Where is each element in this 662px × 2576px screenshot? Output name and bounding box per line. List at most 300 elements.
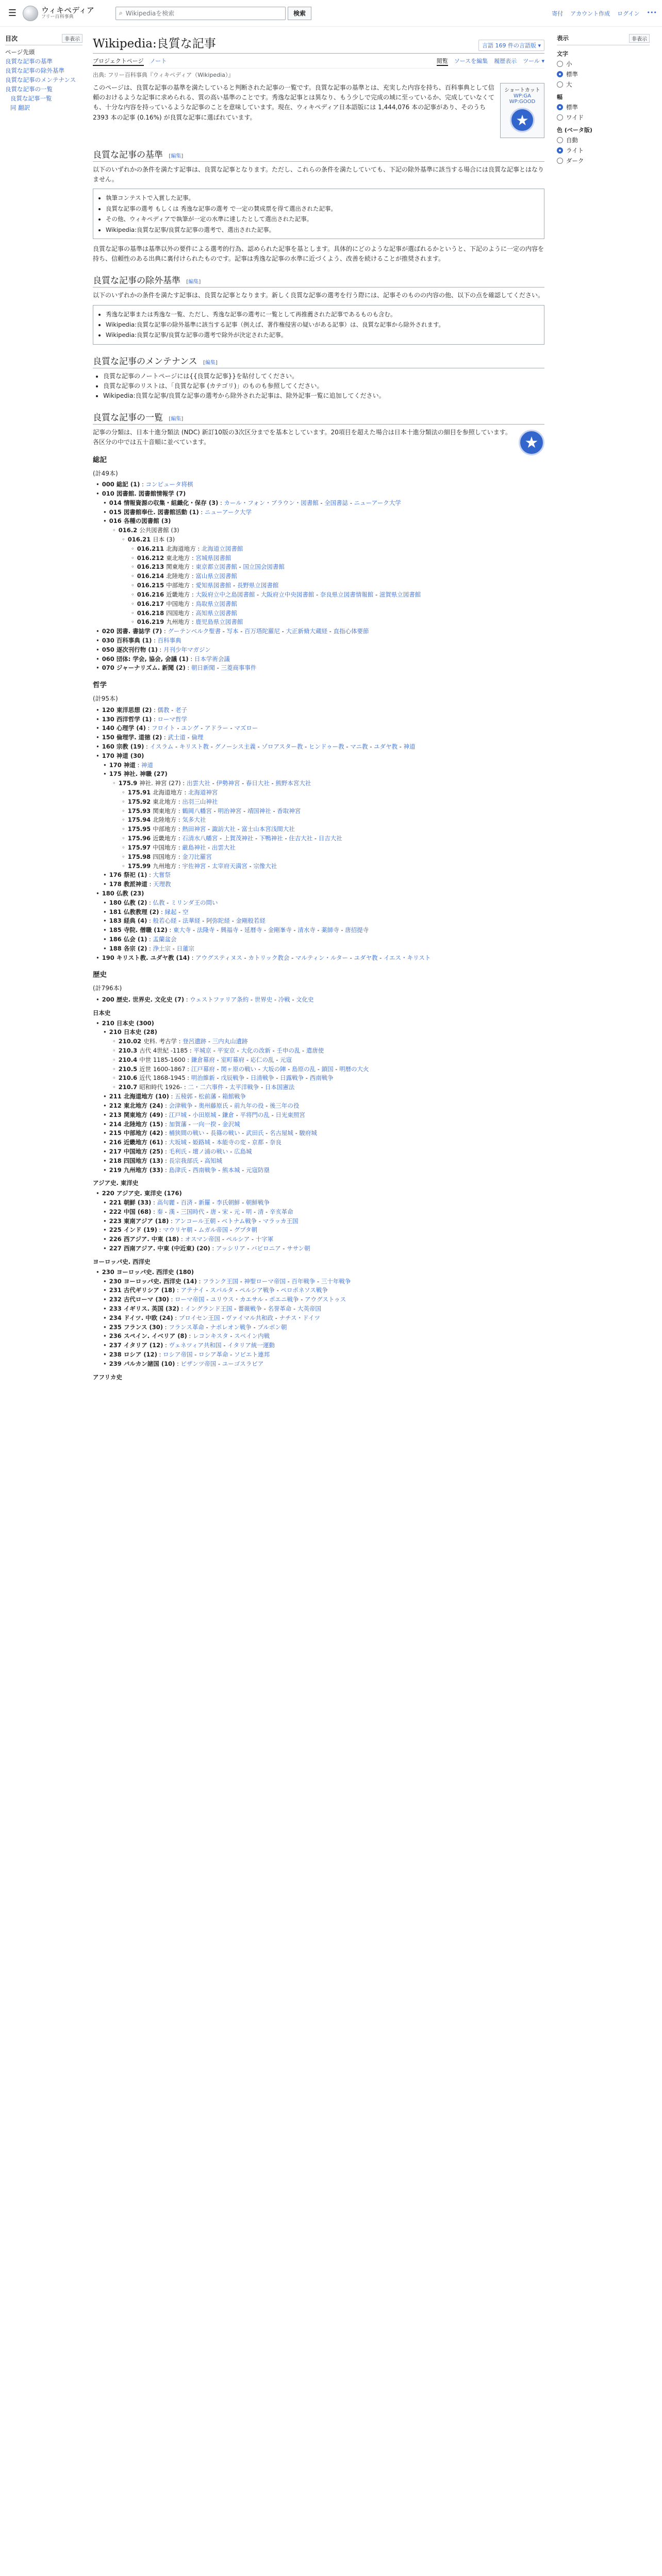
radio-option[interactable] — [557, 113, 650, 122]
article-link[interactable]: 空 — [183, 908, 189, 916]
tab-link[interactable]: 履歴表示 — [494, 58, 517, 64]
article-link[interactable]: 大阪府立中央図書館 — [260, 590, 315, 598]
article-link[interactable]: 金剛峯寺 — [268, 926, 292, 934]
article-link[interactable]: 壇ノ浦の戦い — [192, 1147, 228, 1155]
shortcut-link[interactable]: WP:GOOD — [509, 99, 536, 105]
article-link[interactable]: ヴェネツィア共和国 — [169, 1342, 222, 1349]
article-link[interactable]: 奈良 — [269, 1139, 282, 1146]
article-link[interactable]: 二・二六事件 — [188, 1083, 224, 1091]
article-link[interactable]: 鳥取県立図書館 — [195, 600, 237, 607]
article-link[interactable]: ロシア帝国 — [163, 1351, 193, 1359]
article-link[interactable]: ゾロアスター教 — [261, 742, 303, 750]
article-link[interactable]: 明暦の大火 — [339, 1065, 369, 1073]
article-link[interactable]: 京都 — [252, 1139, 264, 1146]
user-link[interactable]: 寄付 — [552, 10, 564, 17]
article-link[interactable]: 北海道立図書館 — [201, 545, 243, 552]
search-input[interactable] — [115, 7, 286, 20]
article-link[interactable]: 朝日新聞 — [191, 664, 215, 672]
article-link[interactable]: 武田氏 — [245, 1129, 264, 1137]
radio-button[interactable] — [557, 61, 563, 67]
article-links — [165, 908, 189, 916]
article-link[interactable]: グノーシス主義 — [214, 742, 256, 750]
article-link[interactable]: 般若心経 — [153, 917, 177, 925]
article-link[interactable]: 加賀藩 — [169, 1120, 187, 1128]
article-links — [191, 1065, 369, 1073]
article-link[interactable]: 高知県立図書館 — [195, 609, 237, 617]
tree-node — [93, 545, 544, 554]
article-link[interactable]: 辛亥革命 — [269, 1208, 293, 1215]
article-link[interactable]: 元 — [234, 1208, 240, 1215]
article-link[interactable]: 登呂遺跡 — [183, 1038, 207, 1045]
radio-button[interactable] — [557, 137, 563, 143]
article-link[interactable]: 全国書誌 — [324, 499, 349, 506]
article-link[interactable]: イングランド王国 — [185, 1304, 233, 1312]
article-link[interactable]: 気多大社 — [182, 816, 206, 824]
article-link[interactable]: 老子 — [175, 706, 187, 714]
article-link[interactable]: 箱館戦争 — [222, 1093, 246, 1100]
article-link[interactable]: 朝鮮戦争 — [245, 1199, 270, 1207]
article-link[interactable]: ベトナム戦争 — [221, 1217, 257, 1225]
article-link[interactable]: 毛利氏 — [169, 1147, 187, 1155]
article-link[interactable]: 李氏朝鮮 — [216, 1199, 240, 1207]
user-link[interactable]: アカウント作成 — [570, 10, 610, 17]
ndc-number: 185 — [109, 926, 122, 934]
article-link[interactable]: ユリウス・カエサル — [210, 1296, 263, 1303]
article-link[interactable]: 鎌倉幕府 — [191, 1056, 215, 1063]
article-link[interactable]: 本能寺の変 — [216, 1139, 246, 1146]
article-link[interactable]: ユダヤ教 — [354, 954, 378, 961]
article-link[interactable]: 金剛般若経 — [236, 917, 266, 925]
article-link[interactable]: レコンキスタ — [192, 1332, 228, 1340]
ndc-label: アジア史. 東洋史 (176) — [116, 1190, 182, 1197]
category-tree — [93, 455, 544, 1382]
article-link[interactable]: 島津氏 — [169, 1166, 187, 1174]
article-link[interactable]: ナポレオン戦争 — [210, 1323, 252, 1331]
article-link[interactable]: グプタ朝 — [234, 1226, 257, 1234]
article-link[interactable]: 下鴨神社 — [259, 835, 283, 842]
article-link[interactable]: 室町幕府 — [221, 1056, 245, 1063]
article-link[interactable]: 神聖ローマ帝国 — [244, 1277, 286, 1285]
edit-section-link[interactable]: 編集 — [205, 360, 216, 366]
article-link[interactable]: 戊辰戦争 — [221, 1074, 245, 1082]
article-link[interactable]: 小田原城 — [192, 1111, 217, 1118]
article-links — [153, 917, 266, 924]
article-link[interactable]: 三十年戦争 — [321, 1277, 351, 1285]
article-link[interactable]: ユング — [181, 724, 199, 732]
article-link[interactable]: 薬師寺 — [321, 926, 339, 934]
article-link[interactable]: 金刀比羅宮 — [182, 853, 212, 860]
article-link[interactable]: 駿府城 — [299, 1129, 317, 1137]
article-link[interactable]: 五稜郭 — [175, 1093, 193, 1100]
toc-item[interactable]: 良質な記事の除外基準 — [5, 66, 64, 74]
article-link[interactable]: 奈良県立図書情報館 — [320, 590, 374, 598]
article-link[interactable]: 日蓮宗 — [176, 944, 194, 952]
article-link[interactable]: コンピュータ将棋 — [145, 481, 193, 488]
article-link[interactable]: 百済 — [180, 1199, 193, 1207]
article-link[interactable]: アッシリア — [216, 1245, 245, 1252]
ndc-number: 210.3 — [118, 1047, 138, 1055]
article-link[interactable]: 三国時代 — [180, 1208, 205, 1215]
article-link[interactable]: ウェストファリア条約 — [190, 995, 249, 1003]
article-link[interactable]: 伊勢神宮 — [216, 779, 240, 787]
separator: : — [159, 908, 165, 916]
article-link[interactable]: ソビエト連邦 — [234, 1351, 270, 1359]
article-link[interactable]: 儒教 — [157, 706, 170, 714]
article-link[interactable]: 奥州藤原氏 — [198, 1101, 228, 1109]
edit-section-link[interactable]: 編集 — [188, 279, 199, 285]
radio-option[interactable] — [557, 103, 650, 111]
ndc-number: 211 — [109, 1093, 122, 1100]
wikipedia-logo[interactable] — [23, 6, 110, 21]
article-link[interactable]: 太宰府天満宮 — [211, 862, 247, 870]
article-link[interactable]: 盂蘭盆会 — [153, 936, 177, 943]
tree-node — [93, 581, 544, 590]
article-link[interactable]: 国立国会図書館 — [243, 563, 285, 571]
article-link[interactable]: 富士山本宮浅間大社 — [241, 825, 295, 833]
tree-node — [93, 1268, 544, 1277]
separator: : — [180, 779, 187, 787]
article-link[interactable]: 大正新脩大蔵経 — [286, 628, 327, 635]
article-link[interactable]: マウリヤ朝 — [163, 1226, 193, 1234]
article-link[interactable]: 出雲大社 — [186, 779, 210, 787]
article-link[interactable]: 西南戦争 — [309, 1074, 334, 1082]
article-link[interactable]: 日光東照宮 — [275, 1111, 305, 1118]
article-link[interactable]: ニューアーク大学 — [204, 508, 252, 516]
article-link[interactable]: オスマン帝国 — [185, 1235, 221, 1243]
article-link[interactable]: ヒンドゥー教 — [308, 742, 344, 750]
article-link[interactable]: ブルボン朝 — [257, 1323, 287, 1331]
article-link[interactable]: ペルシア戦争 — [239, 1286, 275, 1294]
article-link[interactable]: アンコール王朝 — [174, 1217, 216, 1225]
article-link[interactable]: 鹿児島県立図書館 — [195, 618, 243, 626]
ndc-number: 210.5 — [118, 1065, 138, 1073]
article-link[interactable]: 世界史 — [254, 995, 273, 1003]
radio-button[interactable] — [557, 158, 563, 164]
article-link[interactable]: 富山県立図書館 — [195, 572, 237, 580]
article-link[interactable]: 大阪府立中之島図書館 — [195, 590, 255, 598]
article-link[interactable]: 後三年の役 — [269, 1101, 300, 1109]
toc-hide-button[interactable]: 非表示 — [62, 34, 82, 43]
article-link[interactable]: 大嘗祭 — [153, 871, 171, 879]
article-link[interactable]: 春日大社 — [245, 779, 270, 787]
article-link[interactable]: バビロニア — [251, 1245, 281, 1252]
article-link[interactable]: 日本国憲法 — [264, 1083, 295, 1091]
main-menu-icon[interactable]: ☰ — [8, 8, 17, 19]
article-link[interactable]: 長篠の戦い — [210, 1129, 240, 1137]
article-link[interactable]: 姫路城 — [192, 1139, 210, 1146]
article-link[interactable]: アウグストゥス — [305, 1296, 346, 1303]
article-link[interactable]: 滋賀県立図書館 — [379, 590, 421, 598]
article-link[interactable]: ローマ帝国 — [175, 1296, 205, 1303]
radio-option[interactable] — [557, 146, 650, 155]
user-link[interactable]: ログイン — [617, 10, 640, 17]
article-link[interactable]: 日清戦争 — [250, 1074, 274, 1082]
article-link[interactable]: スパルタ — [210, 1286, 234, 1294]
article-link[interactable]: ロシア革命 — [198, 1351, 228, 1359]
article-link[interactable]: 唐 — [210, 1208, 217, 1215]
article-link[interactable]: 唐招提寺 — [345, 926, 369, 934]
article-link[interactable]: 明治神宮 — [218, 807, 242, 815]
tab-link[interactable]: ノート — [150, 58, 167, 64]
ndc-label: 東北地方 — [153, 798, 177, 805]
article-link[interactable]: イエス・キリスト — [383, 954, 431, 961]
article-link[interactable]: 熱田神宮 — [182, 825, 206, 833]
toc-item[interactable]: 同 翻訳 — [10, 104, 30, 111]
article-link[interactable]: カール・フォン・ブラウン・図書館 — [224, 499, 319, 506]
radio-option[interactable] — [557, 60, 650, 68]
ndc-number: 175.99 — [127, 862, 151, 870]
article-link[interactable]: 日露戦争 — [280, 1074, 304, 1082]
article-link[interactable]: ナチス・ドイツ — [279, 1314, 320, 1321]
article-link[interactable]: 江戸幕府 — [191, 1065, 215, 1073]
article-link[interactable]: 鎖国 — [321, 1065, 334, 1073]
article-link[interactable]: 日本学術会議 — [194, 655, 230, 663]
article-link[interactable]: 関ヶ原の戦い — [221, 1065, 257, 1073]
article-link[interactable]: 長野県立図書館 — [237, 582, 279, 589]
article-link[interactable]: ムガル帝国 — [198, 1226, 228, 1234]
ndc-number: 234 — [109, 1314, 122, 1321]
article-link[interactable]: ビザンツ帝国 — [180, 1360, 217, 1367]
article-link[interactable]: 諏訪大社 — [211, 825, 236, 833]
article-link[interactable]: ポエニ戦争 — [269, 1296, 299, 1303]
article-link[interactable]: カトリック教会 — [248, 954, 290, 961]
article-link[interactable]: ペロポネソス戦争 — [280, 1286, 328, 1294]
article-link[interactable]: ユダヤ教 — [374, 742, 398, 750]
radio-option[interactable] — [557, 136, 650, 144]
article-link[interactable]: 広島城 — [234, 1147, 252, 1155]
radio-option[interactable] — [557, 80, 650, 89]
article-link[interactable]: 前九年の役 — [234, 1101, 264, 1109]
article-link[interactable]: 金沢城 — [222, 1120, 240, 1128]
article-link[interactable]: 太平洋戦争 — [229, 1083, 259, 1091]
article-link[interactable]: 百万塔陀羅尼 — [244, 628, 280, 635]
article-link[interactable]: 西南戦争 — [192, 1166, 217, 1174]
separator: : — [175, 1360, 181, 1367]
article-link[interactable]: 熊本城 — [222, 1166, 240, 1174]
article-link[interactable]: 桶狭間の戦い — [169, 1129, 205, 1137]
article-link[interactable]: フランク王国 — [203, 1277, 238, 1285]
article-link[interactable]: 延暦寺 — [244, 926, 262, 934]
article-link[interactable]: 日吉大社 — [318, 835, 342, 842]
article-link[interactable]: 上賀茂神社 — [223, 835, 254, 842]
article-link[interactable]: 鎌倉 — [222, 1111, 234, 1118]
toc-item[interactable]: 良質な記事のメンテナンス — [5, 76, 76, 83]
separator: - — [293, 1129, 300, 1137]
article-link[interactable]: 愛知県図書館 — [195, 582, 231, 589]
article-link[interactable]: ローマ哲学 — [157, 715, 188, 723]
separator: : — [190, 563, 196, 571]
article-link[interactable]: 薔薇戦争 — [238, 1304, 262, 1312]
article-link[interactable]: 写本 — [226, 628, 239, 635]
separator: : — [163, 1101, 169, 1109]
article-link[interactable]: 冷戦 — [278, 995, 290, 1003]
article-link[interactable]: 元寇 — [280, 1056, 292, 1063]
article-link[interactable]: 高知城 — [204, 1157, 222, 1164]
article-link[interactable]: 倫理 — [191, 734, 204, 741]
tree-node — [93, 954, 544, 963]
tree-node — [93, 1314, 544, 1323]
article-link[interactable]: 長宗我部氏 — [169, 1157, 199, 1164]
article-link[interactable]: 会津戦争 — [169, 1101, 193, 1109]
toc-top-link[interactable]: ページ先頭 — [5, 48, 35, 56]
user-link[interactable]: ••• — [647, 9, 657, 16]
article-link[interactable]: 出雲大社 — [211, 843, 236, 851]
article-link[interactable]: 浄土宗 — [153, 944, 171, 952]
article-link[interactable]: 大英帝国 — [297, 1304, 321, 1312]
ndc-label: スペイン. イベリア (8) — [123, 1332, 187, 1340]
article-link[interactable]: キリスト教 — [179, 742, 209, 750]
article-link[interactable]: 百年戦争 — [291, 1277, 316, 1285]
article-link[interactable]: 北海道神宮 — [188, 789, 218, 796]
article-link[interactable]: 三内丸山遺跡 — [212, 1038, 248, 1045]
article-link[interactable]: 直指心体要節 — [333, 628, 369, 635]
radio-option[interactable] — [557, 157, 650, 165]
article-links — [195, 591, 421, 598]
article-link[interactable]: フロイト — [152, 724, 175, 732]
article-link[interactable]: 百科事典 — [157, 636, 181, 644]
section-heading-list: 良質な記事の一覧 [編集] — [93, 410, 544, 425]
tree-node — [93, 1286, 544, 1295]
tree-node — [93, 526, 544, 535]
article-link[interactable]: 武士道 — [168, 734, 186, 741]
article-link[interactable]: 宋 — [222, 1208, 228, 1215]
toc-item[interactable]: 良質な記事の基準 — [5, 57, 53, 65]
article-link[interactable]: フランス革命 — [169, 1323, 204, 1331]
article-link[interactable]: 遣唐使 — [306, 1047, 324, 1055]
article-link[interactable]: マニ教 — [350, 742, 368, 750]
article-link[interactable]: 大坂の陣 — [262, 1065, 286, 1073]
article-link[interactable]: 高句麗 — [157, 1199, 175, 1207]
article-link[interactable]: 松前藩 — [198, 1093, 217, 1100]
radio-button[interactable] — [557, 114, 563, 121]
edit-section-link[interactable]: 編集 — [171, 416, 181, 422]
article-link[interactable]: 住吉大社 — [289, 835, 313, 842]
article-link[interactable]: プロイセン王国 — [178, 1314, 220, 1321]
ndc-label: バルカン諸国 (10) — [123, 1360, 175, 1367]
article-link[interactable]: 文化史 — [296, 995, 314, 1003]
separator: - — [333, 1065, 340, 1073]
article-link[interactable]: 江戸城 — [169, 1111, 187, 1118]
radio-button[interactable] — [557, 81, 563, 88]
article-link[interactable]: 新羅 — [198, 1199, 210, 1207]
article-link[interactable]: 法隆寺 — [196, 926, 215, 934]
article-link[interactable]: ユーゴスラビア — [222, 1360, 264, 1367]
article-link[interactable]: 平城京 — [193, 1047, 211, 1055]
tab-link[interactable]: ソースを編集 — [454, 58, 488, 64]
article-link[interactable]: 天理教 — [153, 880, 171, 888]
article-link[interactable]: 名古屋城 — [269, 1129, 293, 1137]
article-link[interactable]: 応仁の乱 — [250, 1056, 274, 1063]
ndc-number: 175.95 — [127, 825, 151, 833]
article-link[interactable]: 島原の乱 — [292, 1065, 316, 1073]
article-link[interactable]: 明 — [245, 1208, 252, 1215]
article-link[interactable]: 平将門の乱 — [240, 1111, 270, 1118]
article-link[interactable]: マラッカ王国 — [262, 1217, 299, 1225]
article-link[interactable]: 東京都立図書館 — [195, 563, 237, 571]
article-link[interactable]: 神道 — [403, 742, 416, 750]
ndc-label: 北海道地方 — [166, 545, 196, 552]
tab-link[interactable]: ツール ▾ — [523, 58, 544, 64]
article-link[interactable]: 興福寺 — [220, 926, 239, 934]
article-link[interactable]: スペイン内戦 — [234, 1332, 270, 1340]
separator: - — [291, 926, 298, 934]
article-link[interactable]: 大坂城 — [169, 1139, 187, 1146]
article-link[interactable]: マズロー — [234, 724, 258, 732]
article-link[interactable]: 縁起 — [164, 908, 177, 916]
article-link[interactable]: 清水寺 — [297, 926, 316, 934]
article-link[interactable]: 明治維新 — [191, 1074, 215, 1082]
article-link[interactable]: マルティン・ルター — [295, 954, 349, 961]
article-link[interactable]: 出羽三山神社 — [182, 798, 218, 805]
article-link[interactable]: 月刊少年マガジン — [163, 646, 211, 653]
article-link[interactable]: 厳島神社 — [182, 843, 206, 851]
article-link[interactable]: ササン朝 — [287, 1245, 310, 1252]
article-link[interactable]: 名誉革命 — [268, 1304, 292, 1312]
tab-link[interactable]: 閲覧 — [437, 57, 448, 66]
article-link[interactable]: イタリア統一運動 — [227, 1342, 275, 1349]
article-link[interactable]: 石清水八幡宮 — [182, 835, 218, 842]
article-link[interactable]: 秦 — [157, 1208, 163, 1215]
article-link[interactable]: ミリンダ王の問い — [171, 899, 218, 906]
article-link[interactable]: アウグスティヌス — [195, 954, 242, 961]
radio-button[interactable] — [557, 71, 563, 77]
tree-node — [93, 646, 544, 655]
tab-link[interactable]: プロジェクトページ — [93, 57, 144, 66]
article-link[interactable]: 東大寺 — [173, 926, 191, 934]
article-link[interactable]: 鶴岡八幡宮 — [182, 807, 212, 815]
article-link[interactable]: 十字軍 — [255, 1235, 274, 1243]
radio-option[interactable] — [557, 70, 650, 78]
article-link[interactable]: ニューアーク大学 — [354, 499, 401, 506]
radio-button[interactable] — [557, 147, 563, 154]
article-link[interactable]: ペルシア — [226, 1235, 250, 1243]
article-link[interactable]: 宮城県図書館 — [195, 554, 231, 562]
article-link[interactable]: 阿弥陀経 — [206, 917, 230, 925]
article-link[interactable]: 法華経 — [183, 917, 201, 925]
article-link[interactable]: 一向一揆 — [192, 1120, 217, 1128]
article-link[interactable]: 漢 — [169, 1208, 175, 1215]
article-link[interactable]: 平安京 — [217, 1047, 235, 1055]
shortcut-link[interactable]: WP:GA — [514, 93, 531, 99]
article-link[interactable]: 仏教 — [153, 899, 165, 906]
article-link[interactable]: 香取神宮 — [277, 807, 301, 815]
article-link[interactable]: 熊野本宮大社 — [275, 779, 311, 787]
article-link[interactable]: 清 — [257, 1208, 264, 1215]
separator: : — [152, 706, 158, 714]
edit-section-link[interactable]: 編集 — [171, 154, 181, 159]
search-button[interactable]: 検索 — [288, 7, 311, 20]
article-link[interactable]: 宇佐神宮 — [182, 862, 206, 870]
article-link[interactable]: 靖国神社 — [247, 807, 271, 815]
article-link[interactable]: 神道 — [141, 761, 153, 769]
language-button[interactable]: 言語 169 件の言語版 ▾ — [478, 40, 544, 51]
article-link[interactable]: ヴァイマル共和政 — [226, 1314, 273, 1321]
tree-node — [93, 871, 544, 880]
article-link[interactable]: 宗像大社 — [253, 862, 277, 870]
article-link[interactable]: イスラム — [150, 742, 174, 750]
article-link[interactable]: 大化の改新 — [241, 1047, 271, 1055]
article-link[interactable]: アテナイ — [180, 1286, 204, 1294]
article-link[interactable]: アドラー — [204, 724, 228, 732]
appearance-hide-button[interactable]: 非表示 — [629, 34, 650, 43]
article-link[interactable]: 三菱商事事件 — [221, 664, 257, 672]
article-link[interactable]: グーテンベルク聖書 — [168, 628, 221, 635]
article-link[interactable]: 壬申の乱 — [276, 1047, 301, 1055]
article-link[interactable]: 元寇防塁 — [245, 1166, 270, 1174]
radio-button[interactable] — [557, 104, 563, 110]
toc-item[interactable]: 良質な記事一覧 — [10, 94, 52, 102]
toc-item[interactable]: 良質な記事の一覧 — [5, 85, 53, 93]
